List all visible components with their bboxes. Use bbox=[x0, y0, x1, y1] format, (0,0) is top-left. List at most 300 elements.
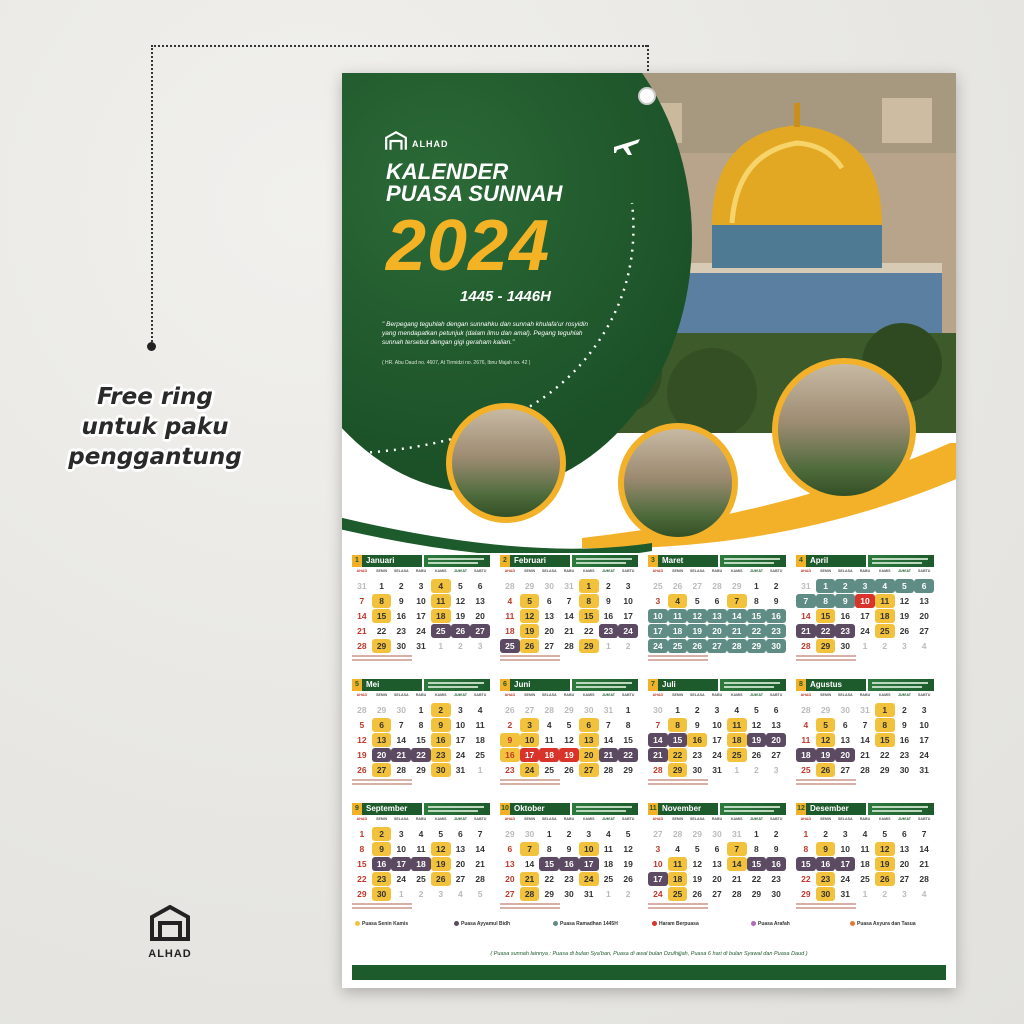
weekday-label: SABTU bbox=[917, 569, 931, 573]
day-cell: 7 bbox=[862, 720, 868, 730]
day-cell: 12 bbox=[899, 596, 910, 606]
day-cell: 2 bbox=[458, 641, 463, 651]
day-cell: 26 bbox=[505, 705, 515, 715]
day-cell: 25 bbox=[875, 624, 895, 638]
day-cell: 9 bbox=[902, 720, 907, 730]
weekday-label: SELASA bbox=[394, 693, 409, 697]
day-cell: 26 bbox=[687, 639, 707, 653]
day-cell: 6 bbox=[372, 718, 392, 732]
hijri-month-bar bbox=[424, 803, 490, 815]
day-cell: 2 bbox=[823, 829, 828, 839]
day-cell: 22 bbox=[618, 748, 638, 762]
day-cell: 29 bbox=[505, 829, 515, 839]
weekday-label: KAMIS bbox=[434, 569, 447, 573]
calendar-sheet bbox=[342, 73, 956, 988]
day-cell: 16 bbox=[431, 733, 451, 747]
weekday-label: SELASA bbox=[838, 569, 853, 573]
weekday-label: RABU bbox=[859, 569, 871, 573]
weekday-label: JUM'AT bbox=[453, 569, 467, 573]
hijri-month-bar bbox=[868, 555, 934, 567]
weekday-label: SABTU bbox=[473, 693, 487, 697]
day-cell: 2 bbox=[418, 889, 424, 899]
day-cell: 18 bbox=[411, 857, 431, 871]
brand-name: ALHAD bbox=[148, 948, 192, 960]
day-cell: 24 bbox=[653, 889, 663, 899]
day-cell: 23 bbox=[899, 750, 910, 760]
day-cell: 28 bbox=[727, 639, 747, 653]
day-cell: 14 bbox=[524, 859, 535, 869]
day-cell: 16 bbox=[840, 611, 851, 621]
day-cell: 27 bbox=[544, 641, 555, 651]
day-cell: 19 bbox=[623, 859, 633, 869]
day-cell: 17 bbox=[623, 611, 633, 621]
hijri-month-bar bbox=[720, 803, 786, 815]
day-cell: 8 bbox=[803, 844, 809, 854]
day-cell: 20 bbox=[766, 733, 786, 747]
weekday-label: SENIN bbox=[376, 817, 388, 821]
day-cell: 29 bbox=[376, 705, 387, 715]
day-cell: 2 bbox=[606, 581, 611, 591]
day-cell: 5 bbox=[477, 889, 483, 899]
day-cell: 21 bbox=[796, 624, 816, 638]
month-notes bbox=[352, 903, 490, 913]
legend-swatch bbox=[850, 921, 855, 926]
day-cell: 15 bbox=[796, 857, 816, 871]
day-cell: 9 bbox=[694, 720, 700, 730]
month-notes bbox=[500, 903, 638, 913]
day-cell: 10 bbox=[520, 733, 540, 747]
day-cell: 19 bbox=[559, 748, 579, 762]
day-cell: 9 bbox=[398, 596, 404, 606]
weekday-label: KAMIS bbox=[582, 817, 595, 821]
day-cell: 17 bbox=[919, 735, 929, 745]
day-cell: 29 bbox=[544, 889, 555, 899]
day-cell: 20 bbox=[505, 874, 515, 884]
day-cell: 5 bbox=[458, 581, 463, 591]
month-header bbox=[352, 679, 490, 691]
day-cell: 9 bbox=[431, 718, 451, 732]
day-cell: 30 bbox=[840, 705, 851, 715]
day-cell: 28 bbox=[672, 829, 683, 839]
month-desember bbox=[796, 803, 934, 915]
weekday-header bbox=[648, 817, 786, 825]
hijri-month-bar bbox=[868, 803, 934, 815]
day-grid bbox=[796, 703, 934, 777]
month-mei bbox=[352, 679, 490, 791]
day-cell: 13 bbox=[455, 844, 466, 854]
weekday-label: SABTU bbox=[473, 569, 487, 573]
day-grid bbox=[352, 703, 490, 777]
month-name: November bbox=[658, 803, 718, 815]
day-cell: 5 bbox=[694, 596, 700, 606]
day-grid bbox=[648, 703, 786, 777]
day-cell: 4 bbox=[431, 579, 451, 593]
day-cell: 8 bbox=[625, 720, 631, 730]
day-cell: 23 bbox=[771, 874, 781, 884]
day-cell: 28 bbox=[505, 581, 515, 591]
day-cell: 17 bbox=[648, 624, 668, 638]
weekday-label: RABU bbox=[415, 817, 427, 821]
day-cell: 7 bbox=[566, 596, 572, 606]
day-cell: 4 bbox=[418, 829, 424, 839]
day-cell: 21 bbox=[599, 748, 619, 762]
month-header bbox=[648, 555, 786, 567]
day-cell: 4 bbox=[734, 705, 740, 715]
weekday-label: SABTU bbox=[621, 569, 635, 573]
day-cell: 31 bbox=[603, 705, 614, 715]
title-line-2: PUASA SUNNAH bbox=[386, 181, 563, 206]
day-cell: 30 bbox=[372, 887, 392, 901]
weekday-label: AHAD bbox=[800, 569, 812, 573]
day-cell: 15 bbox=[579, 609, 599, 623]
month-number: 9 bbox=[352, 803, 362, 815]
day-cell: 4 bbox=[668, 594, 688, 608]
day-cell: 23 bbox=[564, 874, 574, 884]
day-cell: 29 bbox=[416, 765, 426, 775]
day-cell: 12 bbox=[564, 735, 574, 745]
day-cell: 21 bbox=[475, 859, 485, 869]
day-cell: 8 bbox=[875, 718, 895, 732]
day-cell: 2 bbox=[882, 889, 888, 899]
day-cell: 8 bbox=[668, 718, 688, 732]
bottom-bar bbox=[352, 965, 946, 980]
month-september bbox=[352, 803, 490, 915]
month-november bbox=[648, 803, 786, 915]
callout-line-2: untuk paku bbox=[81, 414, 229, 440]
month-notes bbox=[648, 903, 786, 913]
weekday-label: AHAD bbox=[800, 693, 812, 697]
day-cell: 30 bbox=[816, 887, 836, 901]
weekday-label: RABU bbox=[563, 693, 575, 697]
day-grid bbox=[352, 579, 490, 653]
month-name: Februari bbox=[510, 555, 570, 567]
day-cell: 26 bbox=[357, 765, 367, 775]
day-cell: 1 bbox=[418, 705, 424, 715]
weekday-label: SABTU bbox=[769, 817, 783, 821]
day-cell: 13 bbox=[579, 733, 599, 747]
day-cell: 3 bbox=[477, 641, 483, 651]
callout-line-1: Free ring bbox=[97, 384, 213, 410]
month-notes bbox=[796, 655, 934, 665]
day-cell: 2 bbox=[431, 703, 451, 717]
month-name: September bbox=[362, 803, 422, 815]
day-cell: 6 bbox=[546, 596, 552, 606]
hijri-year-range: 1445 - 1446H bbox=[460, 288, 551, 305]
day-cell: 2 bbox=[625, 889, 631, 899]
day-cell: 22 bbox=[583, 626, 594, 636]
day-cell: 7 bbox=[727, 842, 747, 856]
callout-line-3: penggantung bbox=[68, 444, 242, 470]
day-cell: 5 bbox=[566, 720, 572, 730]
day-cell: 1 bbox=[875, 703, 895, 717]
day-cell: 9 bbox=[500, 733, 520, 747]
day-cell: 20 bbox=[455, 859, 466, 869]
day-cell: 9 bbox=[566, 844, 572, 854]
day-cell: 30 bbox=[692, 765, 703, 775]
day-cell: 3 bbox=[418, 581, 424, 591]
month-notes bbox=[352, 779, 490, 789]
day-cell: 15 bbox=[357, 859, 367, 869]
day-cell: 3 bbox=[458, 705, 463, 715]
weekday-label: SENIN bbox=[820, 693, 832, 697]
day-cell: 20 bbox=[579, 748, 599, 762]
hadith-source: ( HR. Abu Daud no. 4607, At Tirmidzi no. 2676, Ibnu Majah no. 42 ) bbox=[382, 360, 531, 366]
day-cell: 22 bbox=[747, 624, 767, 638]
month-februari bbox=[500, 555, 638, 667]
legend-title: Puasa Ramadhan 1445H bbox=[560, 921, 618, 927]
month-april bbox=[796, 555, 934, 667]
weekday-label: KAMIS bbox=[582, 569, 595, 573]
day-cell: 31 bbox=[860, 705, 870, 715]
day-cell: 24 bbox=[648, 639, 668, 653]
day-cell: 3 bbox=[625, 581, 631, 591]
legend-title: Puasa Senin Kamis bbox=[362, 921, 409, 927]
day-cell: 24 bbox=[396, 874, 407, 884]
weekday-header bbox=[648, 569, 786, 577]
day-cell: 31 bbox=[455, 765, 466, 775]
day-cell: 27 bbox=[919, 626, 929, 636]
day-cell: 4 bbox=[921, 641, 927, 651]
day-cell: 3 bbox=[714, 705, 720, 715]
day-cell: 26 bbox=[692, 889, 703, 899]
month-notes bbox=[500, 779, 638, 789]
day-cell: 18 bbox=[505, 626, 515, 636]
weekday-label: AHAD bbox=[800, 817, 812, 821]
month-header bbox=[796, 555, 934, 567]
day-cell: 17 bbox=[712, 735, 722, 745]
day-cell: 20 bbox=[475, 611, 485, 621]
weekday-label: JUM'AT bbox=[897, 693, 911, 697]
day-cell: 11 bbox=[544, 735, 554, 745]
day-cell: 30 bbox=[544, 581, 555, 591]
day-cell: 31 bbox=[840, 889, 851, 899]
day-cell: 31 bbox=[731, 829, 742, 839]
day-cell: 11 bbox=[801, 735, 811, 745]
day-cell: 5 bbox=[438, 829, 444, 839]
day-cell: 31 bbox=[416, 641, 426, 651]
day-cell: 10 bbox=[840, 844, 851, 854]
day-cell: 23 bbox=[372, 872, 392, 886]
day-cell: 13 bbox=[707, 609, 727, 623]
day-cell: 6 bbox=[507, 844, 513, 854]
month-number: 4 bbox=[796, 555, 806, 567]
month-notes bbox=[500, 655, 638, 665]
day-cell: 29 bbox=[747, 639, 767, 653]
weekday-header bbox=[796, 817, 934, 825]
day-cell: 4 bbox=[477, 705, 483, 715]
day-cell: 27 bbox=[840, 765, 851, 775]
weekday-label: JUM'AT bbox=[749, 569, 763, 573]
day-cell: 3 bbox=[902, 889, 907, 899]
legend-title: Puasa Ayyamul Bidh bbox=[461, 921, 511, 927]
day-cell: 22 bbox=[668, 748, 688, 762]
weekday-label: SABTU bbox=[769, 569, 783, 573]
day-cell: 9 bbox=[835, 594, 855, 608]
photo-circle-2 bbox=[618, 423, 738, 543]
weekday-label: RABU bbox=[415, 569, 427, 573]
day-cell: 13 bbox=[372, 733, 392, 747]
day-cell: 16 bbox=[766, 609, 786, 623]
brand-logo bbox=[140, 905, 200, 960]
day-cell: 15 bbox=[372, 609, 392, 623]
day-cell: 20 bbox=[372, 748, 392, 762]
day-cell: 12 bbox=[687, 609, 707, 623]
legend bbox=[352, 921, 946, 949]
day-cell: 16 bbox=[372, 857, 392, 871]
day-cell: 15 bbox=[416, 735, 426, 745]
day-cell: 1 bbox=[862, 889, 868, 899]
weekday-label: AHAD bbox=[504, 693, 516, 697]
day-cell: 23 bbox=[692, 750, 703, 760]
day-cell: 18 bbox=[539, 748, 559, 762]
day-cell: 28 bbox=[544, 705, 555, 715]
weekday-label: RABU bbox=[711, 817, 723, 821]
day-cell: 10 bbox=[455, 720, 466, 730]
day-cell: 10 bbox=[416, 596, 426, 606]
free-ring-callout bbox=[60, 382, 250, 472]
hijri-month-bar bbox=[720, 555, 786, 567]
day-cell: 19 bbox=[431, 857, 451, 871]
day-cell: 10 bbox=[855, 594, 875, 608]
day-cell: 11 bbox=[875, 594, 895, 608]
day-cell: 27 bbox=[455, 874, 466, 884]
month-header bbox=[352, 555, 490, 567]
day-cell: 22 bbox=[376, 626, 387, 636]
weekday-label: SELASA bbox=[838, 693, 853, 697]
weekday-label: SABTU bbox=[473, 817, 487, 821]
month-number: 1 bbox=[352, 555, 362, 567]
month-number: 5 bbox=[352, 679, 362, 691]
day-cell: 30 bbox=[396, 705, 407, 715]
day-cell: 2 bbox=[372, 827, 392, 841]
photo-circle-1 bbox=[446, 403, 566, 523]
day-cell: 29 bbox=[372, 639, 392, 653]
day-grid bbox=[352, 827, 490, 901]
weekday-label: SENIN bbox=[524, 569, 536, 573]
day-cell: 6 bbox=[842, 720, 848, 730]
day-cell: 17 bbox=[648, 872, 668, 886]
weekday-label: AHAD bbox=[356, 817, 368, 821]
day-cell: 27 bbox=[524, 705, 535, 715]
day-cell: 31 bbox=[712, 765, 722, 775]
day-cell: 2 bbox=[625, 641, 631, 651]
day-cell: 25 bbox=[475, 750, 485, 760]
weekday-label: JUM'AT bbox=[453, 693, 467, 697]
month-name: Mei bbox=[362, 679, 422, 691]
day-cell: 4 bbox=[675, 844, 680, 854]
weekday-label: KAMIS bbox=[730, 693, 743, 697]
day-cell: 6 bbox=[914, 579, 934, 593]
day-cell: 27 bbox=[707, 639, 727, 653]
day-cell: 30 bbox=[431, 763, 451, 777]
weekday-label: RABU bbox=[859, 817, 871, 821]
weekday-label: SENIN bbox=[672, 569, 684, 573]
weekday-label: JUM'AT bbox=[601, 817, 615, 821]
day-cell: 12 bbox=[623, 844, 633, 854]
day-cell: 20 bbox=[712, 874, 722, 884]
day-cell: 1 bbox=[579, 579, 599, 593]
weekday-label: SABTU bbox=[621, 693, 635, 697]
day-cell: 27 bbox=[505, 889, 515, 899]
day-cell: 24 bbox=[520, 763, 540, 777]
day-cell: 5 bbox=[625, 829, 631, 839]
day-cell: 14 bbox=[860, 735, 870, 745]
day-cell: 21 bbox=[860, 750, 870, 760]
day-cell: 13 bbox=[899, 844, 910, 854]
day-cell: 4 bbox=[875, 579, 895, 593]
day-cell: 1 bbox=[803, 829, 809, 839]
weekday-label: AHAD bbox=[504, 817, 516, 821]
day-cell: 1 bbox=[398, 889, 404, 899]
day-cell: 28 bbox=[860, 765, 870, 775]
day-cell: 1 bbox=[625, 705, 631, 715]
weekday-label: JUM'AT bbox=[749, 817, 763, 821]
day-cell: 11 bbox=[668, 857, 688, 871]
month-header bbox=[352, 803, 490, 815]
hijri-month-bar bbox=[868, 679, 934, 691]
day-cell: 22 bbox=[879, 750, 890, 760]
day-cell: 28 bbox=[919, 874, 929, 884]
day-cell: 9 bbox=[773, 844, 779, 854]
day-cell: 28 bbox=[712, 581, 722, 591]
day-cell: 11 bbox=[431, 594, 451, 608]
day-cell: 1 bbox=[754, 581, 759, 591]
weekday-label: SABTU bbox=[917, 817, 931, 821]
day-cell: 10 bbox=[919, 720, 929, 730]
day-cell: 10 bbox=[623, 596, 633, 606]
day-cell: 18 bbox=[796, 748, 816, 762]
day-cell: 1 bbox=[438, 641, 444, 651]
day-cell: 21 bbox=[919, 859, 929, 869]
day-cell: 7 bbox=[727, 594, 747, 608]
day-cell: 7 bbox=[796, 594, 816, 608]
day-cell: 8 bbox=[754, 844, 759, 854]
day-cell: 22 bbox=[751, 874, 762, 884]
day-cell: 29 bbox=[751, 889, 762, 899]
day-cell: 3 bbox=[438, 889, 444, 899]
day-cell: 31 bbox=[583, 889, 594, 899]
day-cell: 4 bbox=[803, 720, 809, 730]
day-cell: 10 bbox=[653, 859, 663, 869]
day-cell: 3 bbox=[520, 718, 540, 732]
day-cell: 28 bbox=[653, 765, 663, 775]
day-cell: 13 bbox=[771, 720, 781, 730]
day-cell: 17 bbox=[416, 611, 426, 621]
day-cell: 17 bbox=[860, 611, 870, 621]
day-cell: 21 bbox=[391, 748, 411, 762]
day-cell: 18 bbox=[603, 859, 614, 869]
month-maret bbox=[648, 555, 786, 667]
weekday-label: KAMIS bbox=[730, 817, 743, 821]
day-cell: 26 bbox=[431, 872, 451, 886]
month-number: 7 bbox=[648, 679, 658, 691]
day-cell: 17 bbox=[520, 748, 540, 762]
day-cell: 23 bbox=[835, 624, 855, 638]
month-number: 11 bbox=[648, 803, 658, 815]
day-cell: 31 bbox=[919, 765, 929, 775]
day-cell: 16 bbox=[500, 748, 520, 762]
weekday-label: RABU bbox=[563, 569, 575, 573]
day-cell: 4 bbox=[546, 720, 552, 730]
legend-item bbox=[649, 921, 748, 949]
day-cell: 3 bbox=[842, 829, 848, 839]
day-cell: 23 bbox=[599, 624, 619, 638]
day-grid bbox=[648, 579, 786, 653]
day-cell: 11 bbox=[505, 611, 515, 621]
day-cell: 7 bbox=[359, 596, 365, 606]
day-cell: 14 bbox=[564, 611, 574, 621]
day-cell: 18 bbox=[668, 624, 688, 638]
